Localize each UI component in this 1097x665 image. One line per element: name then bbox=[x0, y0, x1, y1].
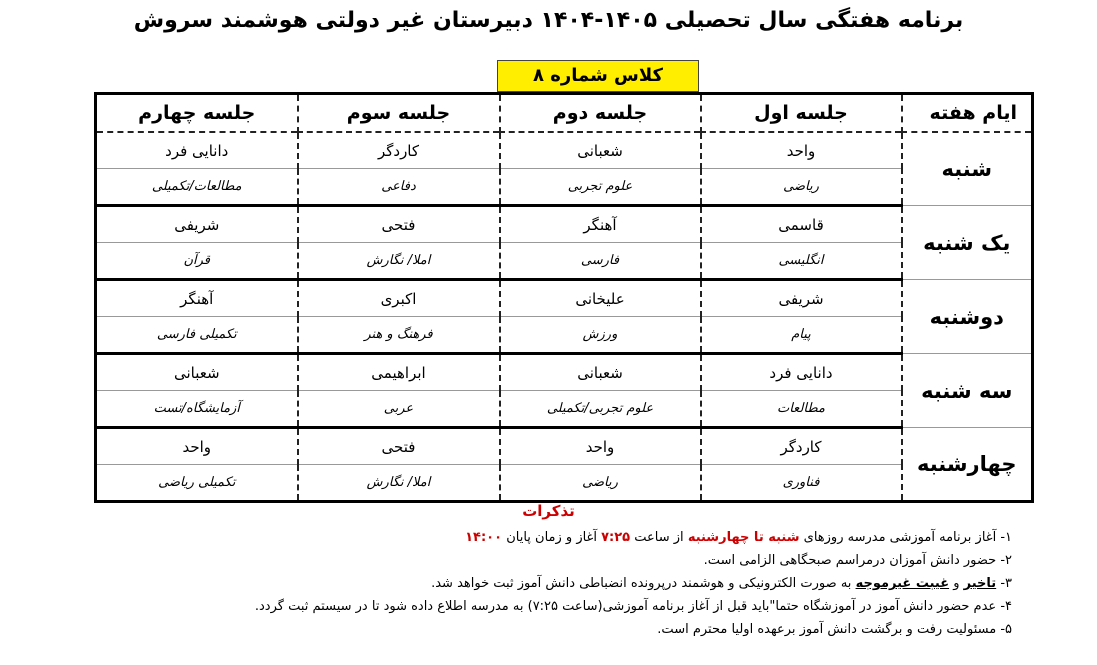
subject-cell: املا/ نگارش bbox=[298, 465, 500, 502]
teacher-cell: اکبری bbox=[298, 280, 500, 317]
teacher-cell: واحد bbox=[701, 132, 902, 169]
table-row bbox=[96, 169, 1033, 206]
teacher-cell: شعبانی bbox=[96, 354, 298, 391]
teacher-cell: واحد bbox=[500, 428, 701, 465]
notes-list bbox=[252, 526, 1012, 641]
teacher-cell: واحد bbox=[96, 428, 298, 465]
subject-cell: دفاعی bbox=[298, 169, 500, 206]
table-row bbox=[96, 391, 1033, 428]
schedule-table bbox=[94, 92, 1034, 503]
notes-title: تذکرات bbox=[522, 502, 575, 520]
subject-cell: فناوری bbox=[701, 465, 902, 502]
subject-cell: تکمیلی ریاضی bbox=[96, 465, 298, 502]
teacher-cell: دانایی فرد bbox=[701, 354, 902, 391]
note-item bbox=[252, 572, 1012, 595]
teacher-cell: شریفی bbox=[701, 280, 902, 317]
table-row bbox=[96, 317, 1033, 354]
header-session-1: جلسه اول bbox=[701, 94, 902, 133]
note-item bbox=[252, 526, 1012, 549]
subject-cell: آزمایشگاه/تست bbox=[96, 391, 298, 428]
table-row bbox=[96, 243, 1033, 280]
teacher-cell: فتحی bbox=[298, 206, 500, 243]
table-row bbox=[96, 428, 1033, 465]
teacher-cell: علیخانی bbox=[500, 280, 701, 317]
day-name: چهارشنبه bbox=[902, 428, 1033, 502]
note-text: آغاز و زمان پایان bbox=[506, 530, 597, 545]
note-text: ۳- bbox=[1000, 576, 1012, 591]
header-row bbox=[96, 94, 1033, 133]
note-highlight: ۷:۲۵ bbox=[601, 530, 631, 545]
subject-cell: مطالعات bbox=[701, 391, 902, 428]
note-text: به صورت الکترونیکی و هوشمند درپرونده انضباطی دانش آموز ثبت خواهد شد. bbox=[431, 576, 852, 591]
note-text: ۱- آغاز برنامه آموزشی مدرسه روزهای bbox=[803, 530, 1012, 545]
note-highlight: شنبه تا چهارشنبه bbox=[687, 530, 800, 545]
teacher-cell: فتحی bbox=[298, 428, 500, 465]
subject-cell: ریاضی bbox=[701, 169, 902, 206]
subject-cell: انگلیسی bbox=[701, 243, 902, 280]
day-name: یک شنبه bbox=[902, 206, 1033, 280]
header-session-2: جلسه دوم bbox=[500, 94, 701, 133]
day-name: شنبه bbox=[902, 132, 1033, 206]
teacher-cell: کاردگر bbox=[298, 132, 500, 169]
subject-cell: قرآن bbox=[96, 243, 298, 280]
teacher-cell: شعبانی bbox=[500, 132, 701, 169]
note-item: ۵- مسئولیت رفت و برگشت دانش آموز برعهده اولیا محترم است. bbox=[657, 622, 1012, 637]
subject-cell: فارسی bbox=[500, 243, 701, 280]
note-highlight: غیبت غیرموجه bbox=[855, 576, 950, 591]
table-row bbox=[96, 465, 1033, 502]
table-row bbox=[96, 206, 1033, 243]
subject-cell: فرهنگ و هنر bbox=[298, 317, 500, 354]
subject-cell: علوم تجربی bbox=[500, 169, 701, 206]
teacher-cell: کاردگر bbox=[701, 428, 902, 465]
header-session-4: جلسه چهارم bbox=[96, 94, 298, 133]
subject-cell: تکمیلی فارسی bbox=[96, 317, 298, 354]
note-highlight: تاخیر bbox=[963, 576, 997, 591]
teacher-cell: آهنگر bbox=[96, 280, 298, 317]
subject-cell: املا/ نگارش bbox=[298, 243, 500, 280]
page-title: برنامه هفتگی سال تحصیلی ۱۴۰۵-۱۴۰۴ دبیرستان غیر دولتی هوشمند سروش bbox=[133, 8, 964, 33]
table-row bbox=[96, 280, 1033, 317]
subject-cell: مطالعات/تکمیلی bbox=[96, 169, 298, 206]
teacher-cell: دانایی فرد bbox=[96, 132, 298, 169]
subject-cell: پیام bbox=[701, 317, 902, 354]
note-text: از ساعت bbox=[634, 530, 684, 545]
subject-cell: ریاضی bbox=[500, 465, 701, 502]
note-item: ۴- عدم حضور دانش آموز در آموزشگاه حتما"باید قبل از آغاز برنامه آموزشی(ساعت ۷:۲۵) به مدرسه اطلاع داده شود تا در سیستم ثبت گردد. bbox=[254, 599, 1012, 614]
note-text: و bbox=[953, 576, 960, 591]
subject-cell: ورزش bbox=[500, 317, 701, 354]
day-name: دوشنبه bbox=[902, 280, 1033, 354]
note-item: ۲- حضور دانش آموزان درمراسم صبحگاهی الزامی است. bbox=[703, 553, 1012, 568]
teacher-cell: شعبانی bbox=[500, 354, 701, 391]
teacher-cell: ابراهیمی bbox=[298, 354, 500, 391]
teacher-cell: آهنگر bbox=[500, 206, 701, 243]
header-session-3: جلسه سوم bbox=[298, 94, 500, 133]
subject-cell: علوم تجربی/تکمیلی bbox=[500, 391, 701, 428]
subject-cell: عربی bbox=[298, 391, 500, 428]
class-label: کلاس شماره ۸ bbox=[497, 60, 699, 92]
teacher-cell: قاسمی bbox=[701, 206, 902, 243]
table-row bbox=[96, 132, 1033, 169]
day-name: سه شنبه bbox=[902, 354, 1033, 428]
note-highlight: ۱۴:۰۰ bbox=[465, 530, 503, 545]
header-days: ایام هفته bbox=[902, 94, 1033, 133]
table-row bbox=[96, 354, 1033, 391]
teacher-cell: شریفی bbox=[96, 206, 298, 243]
